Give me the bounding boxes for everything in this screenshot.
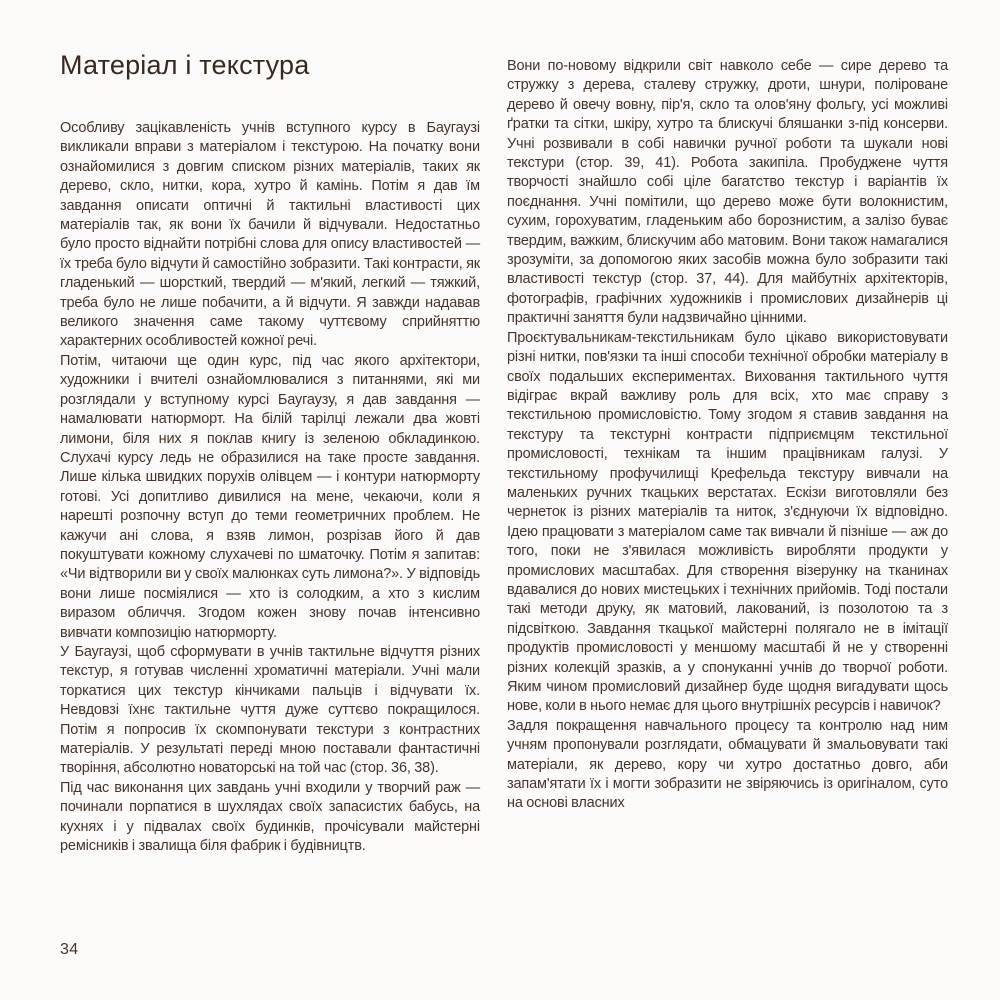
page-number: 34: [60, 941, 79, 958]
paragraph-5: Вони по-новому відкрили світ навколо себе — сире дерево та стружку з дерева, сталеву стружку, дроти, шнури, поліроване дерево й овечу вовну, пір'я, скло та олов'яну фольгу, усі можливі ґратки та сітки, шкіру, хутро та блискучі бляшанки з-під консерви. Учні розвивали в собі навички ручної роботи та шукали нові текстури (стор. 39, 41). Робота закипіла. Пробуджене чуття творчості знайшло собі ціле багатство текстур і варіантів їх поєднання. Учні помітили, що дерево може бути волокнистим, сухим, горохуватим, гладеньким або борознистим, а залізо буває твердим, важким, блискучим або матовим. Вони також намагалися зрозуміти, за допомогою яких засобів можна було зобразити такі властивості текстур (стор. 37, 44). Для майбутніх архітекторів, фотографів, графічних художників і промислових дизайнерів ці практичні заняття були надзвичайно цінними.: [507, 58, 948, 327]
paragraph-7: Задля покращення навчального процесу та контролю над ним учням пропонували розглядати, обмацувати й змальовувати такі матеріали, як дерево, кору чи хутро достатньо довго, аби запам'ятати їх і могти зобразити не звіряючись із оригіналом, суто на основі власних: [507, 717, 948, 812]
paragraph-1: Особливу зацікавленість учнів вступного курсу в Баугаузі викликали вправи з матеріалом і текстурою. На початку вони ознайомилися з довгим списком різних матеріалів, таких як дерево, скло, нитки, кора, хутро й камінь. Потім я дав їм завдання описати оптичні й тактильні властивості цих матеріалів так, як вони їх бачили й відчували. Недостатньо було просто віднайти потрібні слова для опису властивостей — їх треба було відчути й самостійно зобразити. Такі контрасти, як гладенький — шорсткий, твердий — м'який, легкий — тяжкий, треба було не лише побачити, а й відчути. Я завжди надавав великого значення саме такому чуттєвому сприйняттю характерних особливостей кожної речі.: [60, 120, 480, 350]
paragraph-3: У Баугаузі, щоб сформувати в учнів тактильне відчуття різних текстур, я готував численні хроматичні матеріали. Учні мали торкатися цих текстур кінчиками пальців і відчувати їх. Невдовзі їхнє тактильне чуття дуже суттєво покращилося. Потім я попросив їх скомпонувати текстури з контрастних матеріалів. У результаті переді мною поставали фантастичні творіння, абсолютно новаторські на той час (стор. 36, 38).: [60, 643, 480, 777]
paragraph-6: Проєктувальникам-текстильникам було цікаво використовувати різні нитки, пов'язки та інші способи технічної обробки матеріалу в своїх подальших експериментах. Виховання тактильного чуття відіграє вкрай важливу роль для всіх, хто має справу з текстильною промисловістю. Тому згодом я ставив завдання на текстуру та текстурні контрасти підприємцям текстильної промисловості, технікам та іншим працівникам галузі. У текстильному профучилищі Крефельда текстуру вивчали на маленьких ручних ткацьких верстатах. Ескізи виготовляли без чернеток із різних матеріалів та ниток, з'єднуючи їх відповідно. Ідею працювати з матеріалом саме так вивчали й пізніше — аж до того, поки не з'явилася можливість виробляти продукти у промислових масштабах. Для створення візерунку на тканинах вдавалися до нових мистецьких і технічних прийомів. Тоді постали такі методи друку, як матовий, лакований, із позолотою та з підсвіткою. Завдання ткацької майстерні полягало не в імітації продуктів промисловості у меншому масштабі й не у створенні різних колекцій зразків, а у спонуканні учнів до творчої роботи. Яким чином промисловий дизайнер буде щодня вигадувати щось нове, коли в нього немає для цього внутрішніх ресурсів і навичок?: [507, 329, 948, 715]
left-column: [60, 119, 480, 856]
paragraph-2: Потім, читаючи ще один курс, під час якого архітектори, художники і вчителі ознайомлювалися з питаннями, які ми розглядали у вступному курсі Баугаузу, я дав завдання — намалювати натюрморт. На білій тарілці лежали два жовті лимони, біля них я поклав книгу із зеленою обкладинкою. Слухачі курсу ледь не образилися на таке просте завдання. Лише кілька швидких порухів олівцем — і контури натюрморту готові. Усі допитливо дивилися на мене, чекаючи, коли я нарешті розпочну вступ до теми геометричних проблем. Не кажучи ані слова, я взяв лимон, розрізав його й дав покуштувати кожному слухачеві по шматочку. Потім я запитав: «Чи відтворили ви у своїх малюнках суть лимона?». У відповідь вони лише посміялися — хто із солодким, а хто з кислим виразом обличчя. Згодом кожен знову почав інтенсивно вивчати композицію натюрморту.: [60, 352, 480, 641]
paragraph-4: Під час виконання цих завдань учні входили у творчий раж — починали порпатися в шухлядах своїх запасистих бабусь, на кухнях і у підвалах своїх будинків, прочісували майстерні ремісників і звалища біля фабрик і будівництв.: [60, 779, 480, 855]
right-column: [507, 57, 948, 814]
page-title: Матеріал і текстура: [60, 50, 310, 80]
